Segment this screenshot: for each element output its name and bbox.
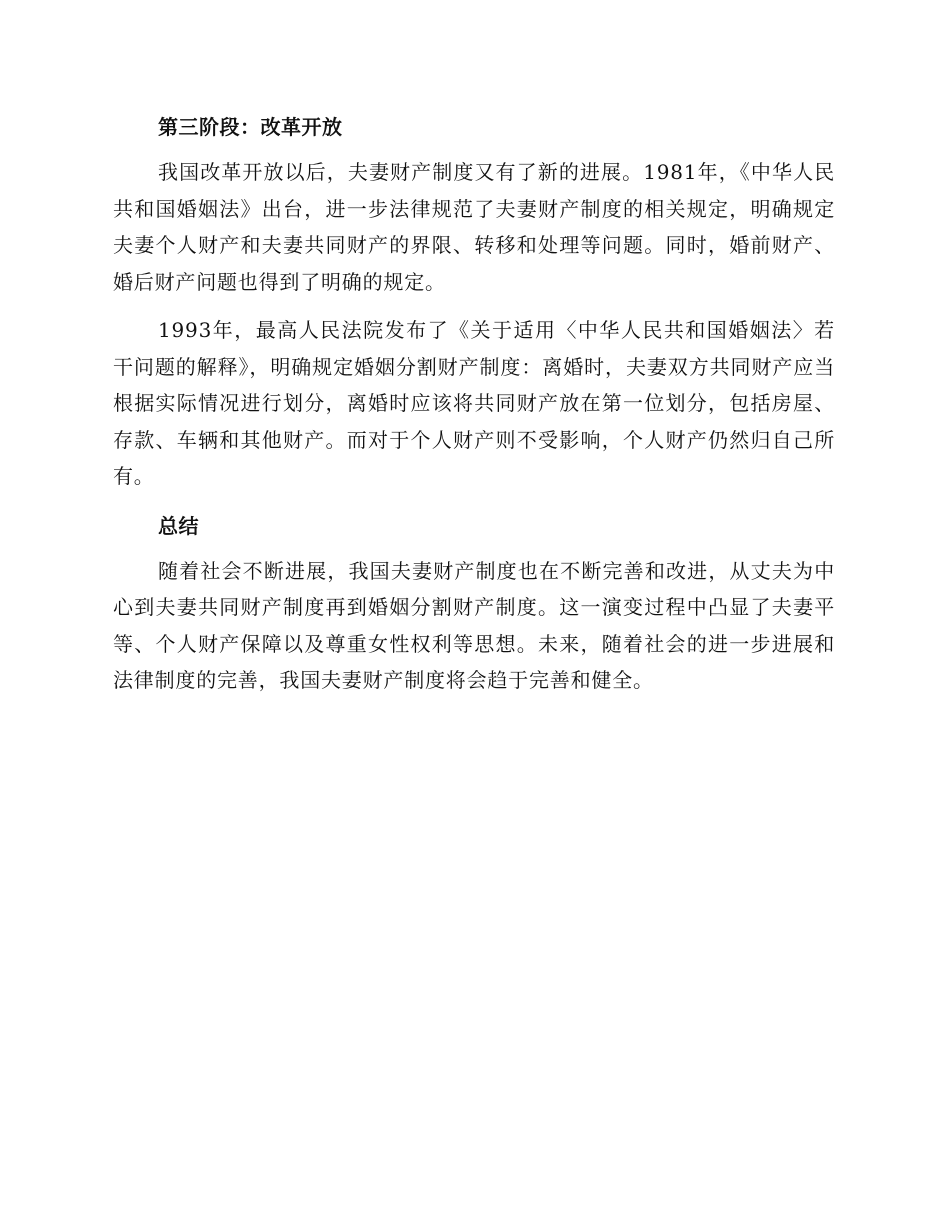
paragraph-summary: 随着社会不断进展，我国夫妻财产制度也在不断完善和改进，从丈夫为中心到夫妻共同财产制度再到婚姻分割财产制度。这一演变过程中凸显了夫妻平等、个人财产保障以及尊重女性权利等思想。未来，随着社会的进一步进展和法律制度的完善，我国夫妻财产制度将会趋于完善和健全。	[113, 558, 835, 692]
document-body	[113, 108, 835, 699]
paragraph-reform-1993: 1993年，最高人民法院发布了《关于适用〈中华人民共和国婚姻法〉若干问题的解释》，明确规定婚姻分割财产制度：离婚时，夫妻双方共同财产应当根据实际情况进行划分，离婚时应该将共同财产放在第一位划分，包括房屋、存款、车辆和其他财产。而对于个人财产则不受影响，个人财产仍然归自己所有。	[113, 318, 835, 488]
section-heading-summary: 总结	[158, 513, 199, 538]
paragraph-reform-1981: 我国改革开放以后，夫妻财产制度又有了新的进展。1981年，《中华人民共和国婚姻法》出台，进一步法律规范了夫妻财产制度的相关规定，明确规定夫妻个人财产和夫妻共同财产的界限、转移和处理等问题。同时，婚前财产、婚后财产问题也得到了明确的规定。	[113, 160, 835, 294]
section-heading-reform-opening: 第三阶段：改革开放	[158, 115, 343, 139]
